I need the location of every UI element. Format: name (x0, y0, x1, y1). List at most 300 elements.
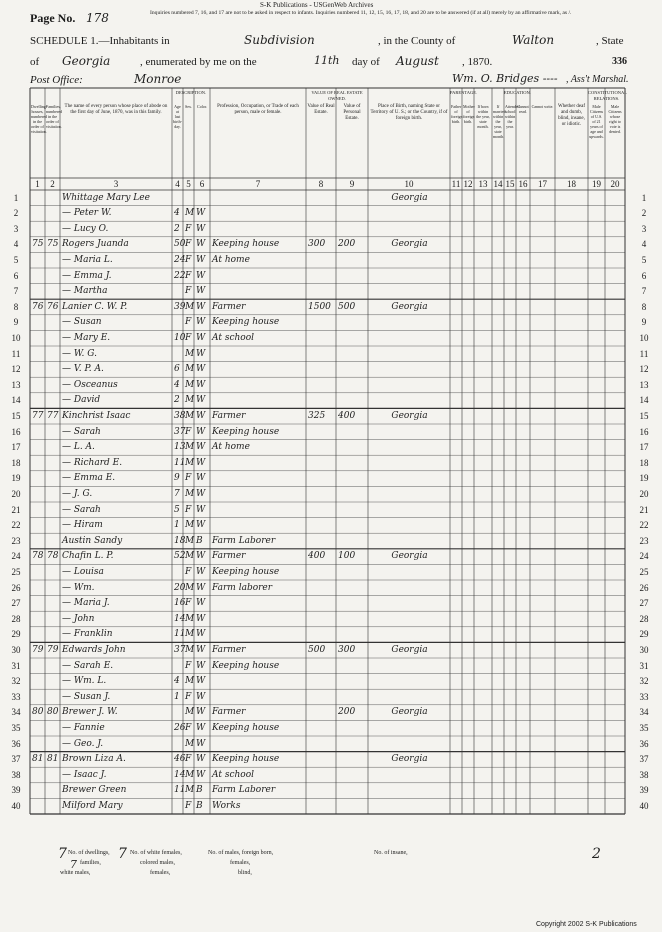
row-number-right: 17 (639, 442, 649, 453)
color: W (196, 473, 206, 484)
color: W (196, 504, 206, 515)
row-number-right: 15 (639, 410, 649, 421)
age: 26 (174, 722, 186, 733)
row-number-right: 30 (639, 644, 649, 655)
row-number-right: 9 (641, 317, 647, 328)
row-number-right: 35 (639, 722, 649, 733)
age: 52 (174, 551, 186, 562)
inquiry-note: Inquiries numbered 7, 16, and 17 are not to be asked in respect to infants. Inquiries numbered 11, 12, 15, 16, 17, 18, and 20 are to be answered (if at all) merely by an affirmative mark, as /. (150, 10, 572, 16)
person-name: Brown Liza A. (62, 754, 126, 765)
column-number: 14 (493, 179, 503, 189)
color: W (196, 644, 206, 655)
row-number-left: 31 (11, 660, 21, 671)
personal-estate-value: 500 (338, 301, 356, 312)
row-number-right: 28 (639, 613, 649, 624)
color: W (196, 270, 206, 281)
occupation: Farmer (212, 707, 246, 718)
row-number-left: 8 (13, 301, 19, 312)
birthplace: Georgia (391, 754, 428, 765)
column-header: Male Citizens of U.S. of 21 years of age and upwards. (589, 104, 604, 139)
row-number-right: 24 (639, 551, 649, 562)
of-label: of (30, 56, 40, 68)
sex: F (185, 473, 192, 484)
age: 11 (174, 457, 186, 468)
row-number-left: 3 (13, 223, 19, 234)
row-number-right: 1 (641, 192, 647, 203)
person-name: — Susan (62, 317, 102, 328)
column-header: Cannot read. (517, 104, 529, 114)
footer-males-foreign-label: No. of males, foreign born, (208, 850, 274, 856)
year: , 1870. (462, 56, 493, 68)
row-number-right: 10 (639, 332, 649, 343)
sex: M (185, 520, 195, 531)
row-number-right: 2 (641, 208, 647, 219)
person-name: — Martha (62, 286, 108, 297)
age: 11 (174, 629, 186, 640)
occupation: Keeping house (212, 566, 280, 577)
person-name: — L. A. (62, 442, 95, 453)
row-number-left: 19 (11, 473, 21, 484)
real-estate-value: 500 (308, 644, 326, 655)
row-number-left: 7 (13, 286, 19, 297)
sex: M (185, 551, 195, 562)
row-number-right: 7 (641, 286, 647, 297)
family-number: 76 (47, 301, 59, 312)
column-number: 13 (478, 179, 488, 189)
sex: M (185, 395, 195, 406)
dwelling-number: 77 (32, 410, 44, 421)
sex: F (185, 800, 192, 811)
color: W (196, 410, 206, 421)
day: 11th (314, 54, 340, 67)
occupation: At home (212, 442, 250, 453)
sex: M (185, 348, 195, 359)
personal-estate-value: 200 (338, 239, 356, 250)
sex: F (185, 722, 192, 733)
column-number: 15 (505, 179, 515, 189)
group-header-constitutional: CONSTITUTIONAL RELATIONS. (588, 90, 627, 101)
row-number-left: 10 (11, 332, 21, 343)
row-number-right: 20 (639, 488, 649, 499)
color: W (196, 364, 206, 375)
color: W (196, 566, 206, 577)
person-name: — Isaac J. (62, 769, 107, 780)
column-header: The name of every person whose place of abode on the first day of June, 1870, was in this family. (64, 104, 168, 115)
color: W (196, 426, 206, 437)
schedule-label: SCHEDULE 1.—Inhabitants in (30, 35, 170, 47)
occupation: Keeping house (212, 660, 280, 671)
age: 9 (174, 473, 180, 484)
personal-estate-value: 300 (338, 644, 356, 655)
color: W (196, 551, 206, 562)
color: W (196, 629, 206, 640)
row-number-left: 27 (11, 598, 21, 609)
sex: M (185, 488, 195, 499)
footer-tally: 2 (592, 846, 601, 862)
sex: M (185, 582, 195, 593)
row-number-right: 21 (639, 504, 649, 515)
row-number-right: 38 (639, 769, 649, 780)
sex: M (185, 707, 195, 718)
birthplace: Georgia (391, 644, 428, 655)
age: 4 (174, 208, 180, 219)
occupation: Keeping house (212, 317, 280, 328)
dwelling-number: 81 (32, 754, 44, 765)
sex: M (185, 442, 195, 453)
dwelling-number: 75 (32, 239, 44, 250)
color: W (196, 348, 206, 359)
occupation: Keeping house (212, 754, 280, 765)
sex: M (185, 785, 195, 796)
row-number-right: 23 (639, 535, 649, 546)
person-name: Kinchrist Isaac (62, 410, 131, 421)
sex: M (185, 629, 195, 640)
row-number-left: 35 (11, 722, 21, 733)
age: 22 (174, 270, 186, 281)
person-name: Lanier C. W. P. (62, 301, 128, 312)
age: 11 (174, 785, 186, 796)
row-number-right: 6 (641, 270, 647, 281)
subdivision: Subdivision (244, 33, 315, 47)
sex: M (185, 738, 195, 749)
occupation: At school (212, 332, 254, 343)
row-number-right: 11 (639, 348, 649, 359)
footer-white-males-label: white males, (60, 870, 91, 876)
sex: F (185, 426, 192, 437)
footer-colored-males-label: colored males, (140, 860, 175, 866)
age: 1 (174, 691, 180, 702)
enumerated-label: , enumerated by me on the (140, 56, 257, 68)
row-number-left: 38 (11, 769, 21, 780)
person-name: Brewer Green (62, 785, 127, 796)
age: 37 (174, 644, 186, 655)
color: W (196, 208, 206, 219)
sex: M (185, 410, 195, 421)
age: 1 (174, 520, 180, 531)
person-name: — Emma E. (62, 473, 116, 484)
row-number-right: 33 (639, 691, 649, 702)
sex: M (185, 301, 195, 312)
sex: M (185, 644, 195, 655)
dwelling-number: 80 (32, 707, 44, 718)
footer-females-label: females, (150, 870, 171, 876)
family-number: 78 (47, 551, 59, 562)
sex: M (185, 208, 195, 219)
color: B (196, 785, 203, 796)
group-header-education: EDUCATION. (504, 90, 531, 95)
row-number-right: 34 (639, 707, 649, 718)
color: W (196, 239, 206, 250)
footer-dwellings-label: No. of dwellings, (68, 850, 110, 856)
age: 4 (174, 379, 180, 390)
person-name: — Sarah (62, 426, 101, 437)
birthplace: Georgia (391, 301, 428, 312)
row-number-left: 37 (11, 754, 21, 765)
personal-estate-value: 200 (338, 707, 356, 718)
family-number: 77 (47, 410, 59, 421)
occupation: At school (212, 769, 254, 780)
person-name: — Louisa (62, 566, 104, 577)
row-number-right: 8 (641, 301, 647, 312)
color: W (196, 613, 206, 624)
sex: F (185, 239, 192, 250)
birthplace: Georgia (391, 551, 428, 562)
occupation: At home (212, 254, 250, 265)
row-number-left: 17 (11, 442, 21, 453)
person-name: Edwards John (62, 644, 126, 655)
person-name: — V. P. A. (62, 364, 104, 375)
occupation: Farm Laborer (212, 535, 276, 546)
person-name: — Richard E. (62, 457, 123, 468)
row-number-right: 19 (639, 473, 649, 484)
color: W (196, 660, 206, 671)
person-name: Rogers Juanda (62, 239, 129, 250)
row-number-right: 4 (641, 239, 647, 250)
age: 13 (174, 442, 186, 453)
person-name: Milford Mary (62, 800, 123, 811)
month: August (396, 54, 439, 68)
age: 10 (174, 332, 186, 343)
column-number: 11 (451, 179, 461, 189)
column-number: 1 (35, 179, 40, 189)
color: W (196, 691, 206, 702)
footer-colored-females-label: females, (230, 860, 251, 866)
row-number-left: 23 (11, 535, 21, 546)
person-name: — Peter W. (62, 208, 112, 219)
color: W (196, 738, 206, 749)
color: W (196, 286, 206, 297)
row-number-right: 26 (639, 582, 649, 593)
row-number-right: 13 (639, 379, 649, 390)
row-number-right: 37 (639, 754, 649, 765)
column-header: Families, numbered in the order of visitation. (46, 104, 62, 129)
sex: F (185, 504, 192, 515)
sex: M (185, 457, 195, 468)
age: 14 (174, 613, 186, 624)
color: B (196, 535, 203, 546)
row-number-left: 1 (13, 192, 19, 203)
column-number: 7 (255, 179, 261, 189)
color: B (196, 800, 203, 811)
person-name: Chafin L. P. (62, 551, 114, 562)
sex: F (185, 317, 192, 328)
column-number: 12 (463, 179, 473, 189)
row-number-left: 16 (11, 426, 21, 437)
copyright: Copyright 2002 S-K Publications (536, 921, 637, 928)
state: Georgia (62, 54, 111, 68)
age: 2 (174, 395, 180, 406)
dwelling-number: 79 (32, 644, 44, 655)
row-number-right: 14 (639, 395, 649, 406)
real-estate-value: 325 (308, 410, 326, 421)
group-header-value: VALUE OF REAL ESTATE OWNED. (311, 90, 363, 101)
row-number-right: 32 (639, 676, 649, 687)
sex: F (185, 254, 192, 265)
color: W (196, 582, 206, 593)
dwelling-number: 76 (32, 301, 44, 312)
row-number-right: 25 (639, 566, 649, 577)
county-label: , in the County of (378, 35, 456, 47)
color: W (196, 676, 206, 687)
row-number-right: 12 (639, 364, 649, 375)
sex: F (185, 754, 192, 765)
sex: F (185, 691, 192, 702)
sex: M (185, 676, 195, 687)
row-number-left: 29 (11, 629, 21, 640)
row-number-right: 16 (639, 426, 649, 437)
person-name: — W. G. (62, 348, 97, 359)
group-header-parentage: PARENTAGE. (450, 90, 478, 95)
row-number-right: 40 (639, 800, 649, 811)
occupation: Keeping house (212, 722, 280, 733)
column-number: 17 (538, 179, 547, 189)
age: 6 (174, 364, 180, 375)
row-number-left: 20 (11, 488, 21, 499)
column-header: If born within the year, state month. (476, 104, 490, 129)
row-number-right: 31 (639, 660, 649, 671)
column-number: 4 (175, 179, 180, 189)
column-header: Whether deaf and dumb, blind, insane, or idiotic. (557, 104, 586, 127)
person-name: — Fannie (62, 722, 105, 733)
birthplace: Georgia (391, 707, 428, 718)
row-number-right: 5 (641, 254, 647, 265)
age: 2 (174, 223, 180, 234)
real-estate-value: 300 (308, 239, 326, 250)
column-number: 18 (567, 179, 576, 189)
occupation: Keeping house (212, 239, 280, 250)
person-name: — Maria J. (62, 598, 110, 609)
column-header: Sex. (185, 104, 192, 109)
column-header: Male Citizens whose right to vote is denied. (608, 104, 622, 134)
color: W (196, 301, 206, 312)
row-number-left: 34 (11, 707, 21, 718)
color: W (196, 317, 206, 328)
page-number-label: Page No. (30, 11, 76, 25)
column-header: Father of foreign birth. (451, 104, 463, 124)
occupation: Farmer (212, 410, 246, 421)
column-number: 20 (610, 179, 620, 189)
age: 24 (174, 254, 186, 265)
real-estate-value: 400 (308, 551, 326, 562)
sex: M (185, 769, 195, 780)
state-label: , State (596, 35, 624, 47)
age: 50 (174, 239, 186, 250)
occupation: Farm Laborer (212, 785, 276, 796)
person-name: — Emma J. (62, 270, 112, 281)
row-number-right: 27 (639, 598, 649, 609)
birthplace: Georgia (391, 192, 428, 203)
row-number-left: 25 (11, 566, 21, 577)
personal-estate-value: 400 (338, 410, 356, 421)
post-office: Monroe (134, 72, 182, 86)
color: W (196, 442, 206, 453)
sex: M (185, 379, 195, 390)
color: W (196, 520, 206, 531)
age: 7 (174, 488, 180, 499)
color: W (196, 769, 206, 780)
sex: F (185, 660, 192, 671)
age: 46 (174, 754, 186, 765)
person-name: — Hiram (62, 520, 103, 531)
person-name: — Wm. L. (62, 676, 107, 687)
row-number-left: 12 (11, 364, 21, 375)
sex: M (185, 364, 195, 375)
color: W (196, 488, 206, 499)
column-header: Dwelling-houses, numbered in the order of visitation. (31, 104, 48, 134)
row-number-left: 9 (13, 317, 19, 328)
row-number-left: 11 (11, 348, 21, 359)
row-number-left: 15 (11, 410, 21, 421)
color: W (196, 254, 206, 265)
person-name: — Franklin (62, 629, 113, 640)
row-number-left: 5 (13, 254, 19, 265)
marshal-label: , Ass't Marshal. (566, 74, 629, 85)
column-header: Value of Personal Estate. (343, 104, 361, 121)
sex: F (185, 286, 192, 297)
person-name: Whittage Mary Lee (62, 192, 150, 203)
column-number: 2 (50, 179, 55, 189)
color: W (196, 223, 206, 234)
occupation: Farmer (212, 551, 246, 562)
column-number: 8 (318, 179, 324, 189)
person-name: Austin Sandy (62, 535, 123, 546)
footer-blind-label: blind, (238, 870, 252, 876)
row-number-right: 22 (639, 520, 649, 531)
row-number-left: 26 (11, 582, 21, 593)
row-number-left: 36 (11, 738, 21, 749)
row-number-left: 28 (11, 613, 21, 624)
row-number-left: 14 (11, 395, 21, 406)
occupation: Keeping house (212, 426, 280, 437)
row-number-left: 40 (11, 800, 21, 811)
row-number-left: 33 (11, 691, 21, 702)
publisher-banner: S-K Publications - USGenWeb Archives (260, 1, 374, 9)
column-number: 9 (349, 179, 355, 189)
row-number-right: 18 (639, 457, 649, 468)
birthplace: Georgia (391, 410, 428, 421)
person-name: — Osceanus (62, 379, 118, 390)
occupation: Farmer (212, 301, 246, 312)
page-number: 178 (86, 11, 109, 25)
dwelling-number: 78 (32, 551, 44, 562)
occupation: Works (212, 800, 241, 811)
sex: F (185, 566, 192, 577)
sex: F (185, 598, 192, 609)
column-number: 5 (186, 179, 191, 189)
color: W (196, 598, 206, 609)
color: W (196, 332, 206, 343)
person-name: — David (62, 395, 101, 406)
person-name: — Sarah (62, 504, 101, 515)
column-header: Attended school within the year. (505, 104, 520, 129)
person-name: — Sarah E. (62, 660, 114, 671)
footer-families-label: families, (80, 860, 101, 866)
group-header-description: DESCRIPTION. (175, 90, 207, 95)
column-header: Mother of foreign birth. (463, 104, 475, 124)
column-number: 6 (199, 179, 205, 189)
age: 38 (174, 410, 186, 421)
color: W (196, 395, 206, 406)
row-number-left: 32 (11, 676, 21, 687)
color: W (196, 754, 206, 765)
footer-white-females-label: No. of white females, (130, 850, 182, 856)
row-number-right: 39 (639, 785, 649, 796)
sex: M (185, 613, 195, 624)
row-number-left: 21 (11, 504, 21, 515)
person-name: — Lucy O. (62, 223, 109, 234)
family-number: 80 (47, 707, 59, 718)
column-header: Age at last birth-day. (173, 104, 182, 129)
